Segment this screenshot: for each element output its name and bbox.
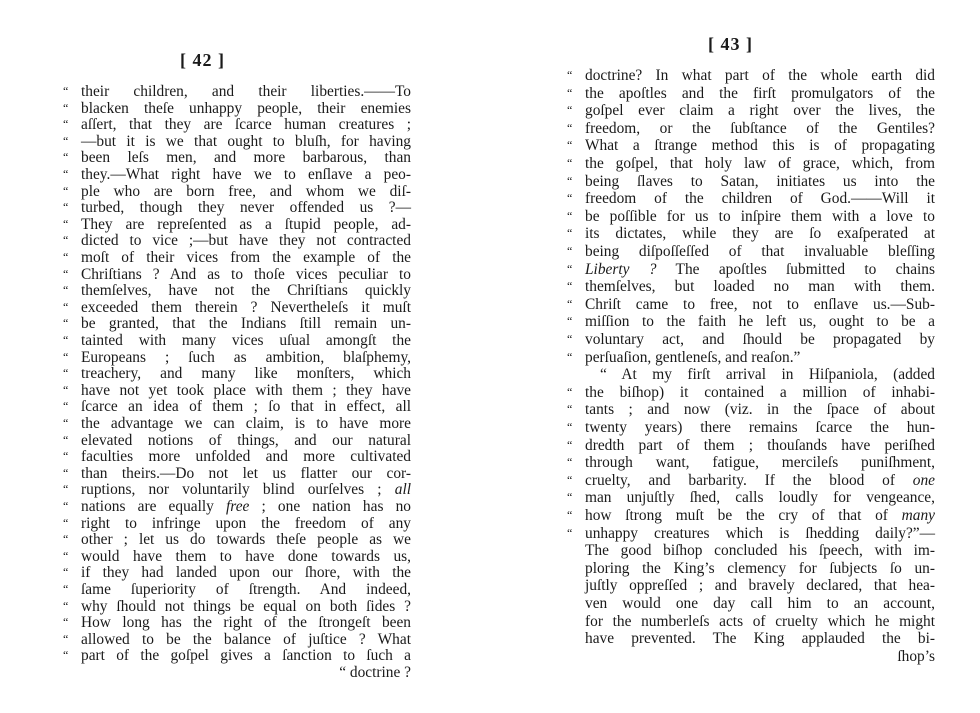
- text: faculties more unfolded and more cultivated: [81, 448, 411, 466]
- quote-mark: “: [567, 472, 573, 487]
- quote-mark: “: [567, 525, 573, 540]
- quote-mark: “: [567, 208, 573, 223]
- quote-mark: “: [63, 216, 69, 231]
- quote-mark: “: [567, 402, 573, 417]
- text: man unjuſtly ſhed, calls loudly for vengeance,: [585, 489, 935, 507]
- text: The good biſhop concluded his ſpeech, with im-: [585, 542, 935, 560]
- text: through want, fatigue, mercileſs puniſhment,: [585, 454, 935, 472]
- text: themſelves, but loaded no man with them.: [585, 278, 935, 296]
- text: What a ſtrange method this is of propagating: [585, 137, 935, 155]
- line-text: [81, 581, 411, 598]
- quote-mark: “: [63, 100, 69, 115]
- line-text: [585, 560, 935, 577]
- text: how ſtrong muſt be the cry of that of: [585, 507, 902, 524]
- quote-mark: “: [63, 150, 69, 165]
- line-text: [585, 120, 935, 137]
- line-text: [81, 232, 411, 249]
- quote-mark: “: [63, 233, 69, 248]
- quote-mark: “: [567, 420, 573, 434]
- line-text: [585, 472, 935, 489]
- line-text: [81, 614, 411, 631]
- quote-mark: “: [63, 366, 69, 381]
- quote-mark: “: [567, 244, 573, 258]
- line-text: [81, 365, 411, 382]
- line-text: [585, 525, 935, 542]
- text: be granted, that the Indians ſtill remain un-: [81, 315, 411, 333]
- quote-mark: “: [63, 283, 69, 298]
- italic-text: all: [394, 481, 411, 499]
- text: dredth part of them ; thouſands have periſhed: [585, 436, 935, 454]
- line-text: [81, 481, 411, 498]
- text: Chriſt came to free, not to enſlave us.—Sub-: [585, 295, 935, 313]
- quote-mark: “: [63, 515, 69, 530]
- line-text: [585, 137, 935, 154]
- text: miſſion to the faith he left us, ought to be a: [585, 313, 935, 331]
- text: “ doctrine ?: [339, 664, 411, 681]
- line-text: [81, 498, 411, 515]
- quote-mark: “: [567, 332, 573, 346]
- line-text: [81, 465, 411, 482]
- quote-mark: “: [63, 250, 69, 264]
- italic-text: one: [912, 471, 935, 489]
- quote-mark: “: [63, 117, 69, 132]
- line-text: [585, 630, 935, 647]
- quote-mark: “: [63, 648, 69, 663]
- text: the goſpel, that holy law of grace, which, from: [585, 155, 935, 172]
- line-text: [81, 282, 411, 299]
- text: why ſhould not things be equal on both ſides ?: [81, 597, 411, 615]
- quote-mark: “: [63, 266, 69, 281]
- text: unhappy creatures which is ſhedding daily?”—: [585, 524, 935, 542]
- quote-mark: “: [567, 455, 573, 470]
- line-text: [81, 598, 411, 615]
- quote-mark: “: [63, 532, 69, 547]
- text: moſt of their vices from the example of the: [81, 249, 411, 266]
- line-text: [585, 595, 935, 612]
- text: allowed to be the balance of juſtice ? What: [81, 630, 411, 648]
- quote-mark: “: [63, 316, 69, 331]
- line-text: [81, 415, 411, 432]
- line-text: [585, 507, 935, 524]
- text: Europeans ; ſuch as ambition, blaſphemy,: [81, 348, 411, 366]
- text: be poſſible for us to inſpire them with a love to: [585, 207, 935, 225]
- text: being diſpoſſeſſed of that invaluable bleſſing: [585, 243, 935, 260]
- quote-mark: “: [567, 68, 573, 82]
- text: How long has the right of the ſtrongeſt been: [81, 614, 411, 632]
- text: blacken theſe unhappy people, their enemies: [81, 99, 411, 117]
- quote-mark: “: [567, 191, 573, 206]
- text: for the numberleſs acts of cruelty which he might: [585, 612, 935, 630]
- line-text: [585, 419, 935, 436]
- line-text: [585, 243, 935, 260]
- line-text: [81, 382, 411, 399]
- text: ven would one day call him to an account,: [585, 595, 935, 612]
- text: themſelves, have not the Chriſtians quickly: [81, 282, 411, 300]
- line-text: [585, 313, 935, 330]
- quote-mark: “: [63, 582, 69, 596]
- line-text: [81, 133, 411, 150]
- line-text: [81, 183, 411, 200]
- line-text: [81, 647, 411, 664]
- text: ple who are born free, and whom we diſ-: [81, 182, 411, 200]
- line-text: [585, 613, 935, 630]
- quote-mark: “: [567, 349, 573, 364]
- text: tants ; and now (viz. in the ſpace of about: [585, 401, 935, 419]
- quote-mark: “: [63, 416, 69, 430]
- line-text: [585, 208, 935, 225]
- line-text: [81, 631, 411, 648]
- line-text: [585, 542, 935, 559]
- line-text: [81, 564, 411, 581]
- quote-mark: “: [63, 333, 69, 347]
- italic-text: many: [901, 507, 935, 524]
- quote-mark: “: [63, 449, 69, 464]
- text: tainted with many vices uſual amongſt the: [81, 332, 411, 349]
- line-text: [81, 266, 411, 283]
- text: than theirs.—Do not let us flatter our cor-: [81, 464, 411, 482]
- quote-mark: “: [567, 296, 573, 311]
- line-text: [81, 432, 411, 449]
- quote-mark: “: [567, 173, 573, 188]
- line-text: [81, 249, 411, 266]
- text: aſſert, that they are ſcarce human creatures ;: [81, 116, 411, 134]
- text: treachery, and many like monſters, which: [81, 365, 411, 383]
- quote-mark: “: [567, 490, 573, 505]
- text: dicted to vice ;—but have they not contracted: [81, 232, 411, 250]
- line-text: [585, 384, 935, 401]
- text: ploring the King’s clemency for ſubjects ſo un-: [585, 559, 935, 577]
- text: ; one nation has no: [249, 498, 411, 515]
- quote-mark: “: [63, 133, 69, 148]
- text: their children, and their liberties.——To: [81, 83, 411, 100]
- text: would have them to have done towards us,: [81, 547, 411, 565]
- line-text: [585, 173, 935, 190]
- quote-mark: “: [63, 465, 69, 480]
- line-text: [585, 349, 935, 366]
- quote-mark: “: [63, 167, 69, 181]
- text: if they had landed upon our ſhore, with the: [81, 564, 411, 582]
- line-text: [585, 489, 935, 506]
- text: the apoſtles and the firſt promulgators of the: [585, 84, 935, 102]
- text: freedom of the children of God.——Will it: [585, 190, 935, 208]
- line-text: [81, 216, 411, 233]
- text: perſuaſion, gentleneſs, and reaſon.”: [585, 348, 801, 366]
- line-text: [585, 85, 935, 102]
- text: Chriſtians ? And as to thoſe vices peculiar to: [81, 265, 411, 283]
- quote-mark: “: [63, 565, 69, 580]
- quote-mark: “: [63, 598, 69, 613]
- text: They are repreſented as a ſtupid people, ad-: [81, 215, 411, 233]
- text: ſcarce an idea of them ; ſo that in effect, all: [81, 398, 411, 416]
- quote-mark: “: [63, 615, 69, 630]
- text: juſtly oppreſſed ; and bravely declared, that hea-: [585, 577, 935, 595]
- text: part of the goſpel gives a ſanction to ſuch a: [81, 647, 411, 665]
- text: been leſs men, and more barbarous, than: [81, 149, 411, 167]
- quote-mark: “: [63, 482, 69, 497]
- line-text: [81, 83, 411, 100]
- text: doctrine? In what part of the whole earth did: [585, 67, 935, 84]
- line-text: [585, 225, 935, 242]
- page-number: [ 43 ]: [708, 34, 753, 54]
- text: freedom, or the ſubſtance of the Gentiles?: [585, 119, 935, 137]
- quote-mark: “: [63, 183, 69, 198]
- quote-mark: “: [63, 499, 69, 513]
- quote-mark: “: [567, 314, 573, 329]
- line-text: [81, 315, 411, 332]
- quote-mark: “: [63, 548, 69, 563]
- line-text: [81, 448, 411, 465]
- quote-mark: “: [63, 84, 69, 98]
- line-text: [585, 454, 935, 471]
- line-text: [585, 577, 935, 594]
- text: exceeded them therein ? Neverthelеſs it muſt: [81, 298, 411, 316]
- quote-mark: “: [63, 382, 69, 397]
- quote-mark: “: [63, 200, 69, 215]
- quote-mark: “: [567, 437, 573, 452]
- quote-mark: “: [567, 85, 573, 100]
- line-text: [81, 398, 411, 415]
- quote-mark: “: [567, 508, 573, 522]
- line-text: [81, 349, 411, 366]
- line-text: [585, 278, 935, 295]
- line-text: [81, 332, 411, 349]
- text: the biſhop) it contained a million of inhabi-: [585, 383, 935, 401]
- quote-mark: “: [63, 432, 69, 447]
- text: ruptions, nor voluntarily blind ourſelves ;: [81, 481, 395, 499]
- text: voluntary act, and ſhould be propagated by: [585, 331, 935, 348]
- text: ſhop’s: [897, 647, 935, 665]
- line-text: [81, 149, 411, 166]
- line-text: [585, 648, 935, 665]
- text: “ At my firſt arrival in Hiſpaniola, (added: [600, 366, 935, 384]
- line-text: [81, 299, 411, 316]
- line-text: [600, 366, 935, 383]
- text: right to infringe upon the freedom of any: [81, 514, 411, 532]
- text: turbed, though they never offended us ?—: [81, 199, 411, 217]
- text: its dictates, while they are ſo exaſperated at: [585, 225, 935, 243]
- text: twenty years) there remains ſcarce the hun-: [585, 419, 935, 436]
- line-text: [81, 515, 411, 532]
- text: they.—What right have we to enſlave a peo-: [81, 166, 411, 183]
- text: have prevented. The King applauded the bi-: [585, 630, 935, 648]
- text: have not yet took place with them ; they have: [81, 381, 411, 399]
- line-text: [585, 296, 935, 313]
- quote-mark: “: [63, 631, 69, 646]
- italic-text: Liberty ?: [585, 260, 657, 278]
- line-text: [585, 102, 935, 119]
- line-text: [81, 664, 411, 681]
- quote-mark: “: [567, 120, 573, 135]
- line-text: [585, 67, 935, 84]
- text: —but it is we that ought to bluſh, for having: [81, 132, 411, 150]
- line-text: [585, 155, 935, 172]
- quote-mark: “: [567, 103, 573, 118]
- text: The apoſtles ſubmitted to chains: [656, 260, 935, 278]
- line-text: [585, 190, 935, 207]
- line-text: [81, 199, 411, 216]
- text: the advantage we can claim, is to have more: [81, 415, 411, 432]
- page-number: [ 42 ]: [180, 50, 225, 70]
- line-text: [81, 116, 411, 133]
- quote-mark: “: [567, 226, 573, 241]
- italic-text: free: [226, 498, 250, 515]
- line-text: [81, 166, 411, 183]
- text: goſpel ever claim a right over the lives, the: [585, 102, 935, 120]
- line-text: [585, 261, 935, 278]
- text: being ſlaves to Satan, initiates us into the: [585, 172, 935, 190]
- quote-mark: “: [63, 299, 69, 314]
- line-text: [81, 531, 411, 548]
- line-text: [585, 437, 935, 454]
- quote-mark: “: [567, 156, 573, 170]
- text: nations are equally: [81, 498, 226, 515]
- line-text: [81, 548, 411, 565]
- text: other ; let us do towards theſe people as we: [81, 531, 411, 549]
- line-text: [81, 100, 411, 117]
- quote-mark: “: [63, 399, 69, 414]
- quote-mark: “: [567, 261, 573, 276]
- quote-mark: “: [63, 349, 69, 364]
- line-text: [585, 401, 935, 418]
- text: ſame ſuperiority of ſtrength. And indeed,: [81, 581, 411, 598]
- quote-mark: “: [567, 384, 573, 399]
- quote-mark: “: [567, 279, 573, 294]
- text: elevated notions of things, and our natural: [81, 431, 411, 449]
- quote-mark: “: [567, 138, 573, 153]
- text: cruelty, and barbarity. If the blood of: [585, 471, 913, 489]
- line-text: [585, 331, 935, 348]
